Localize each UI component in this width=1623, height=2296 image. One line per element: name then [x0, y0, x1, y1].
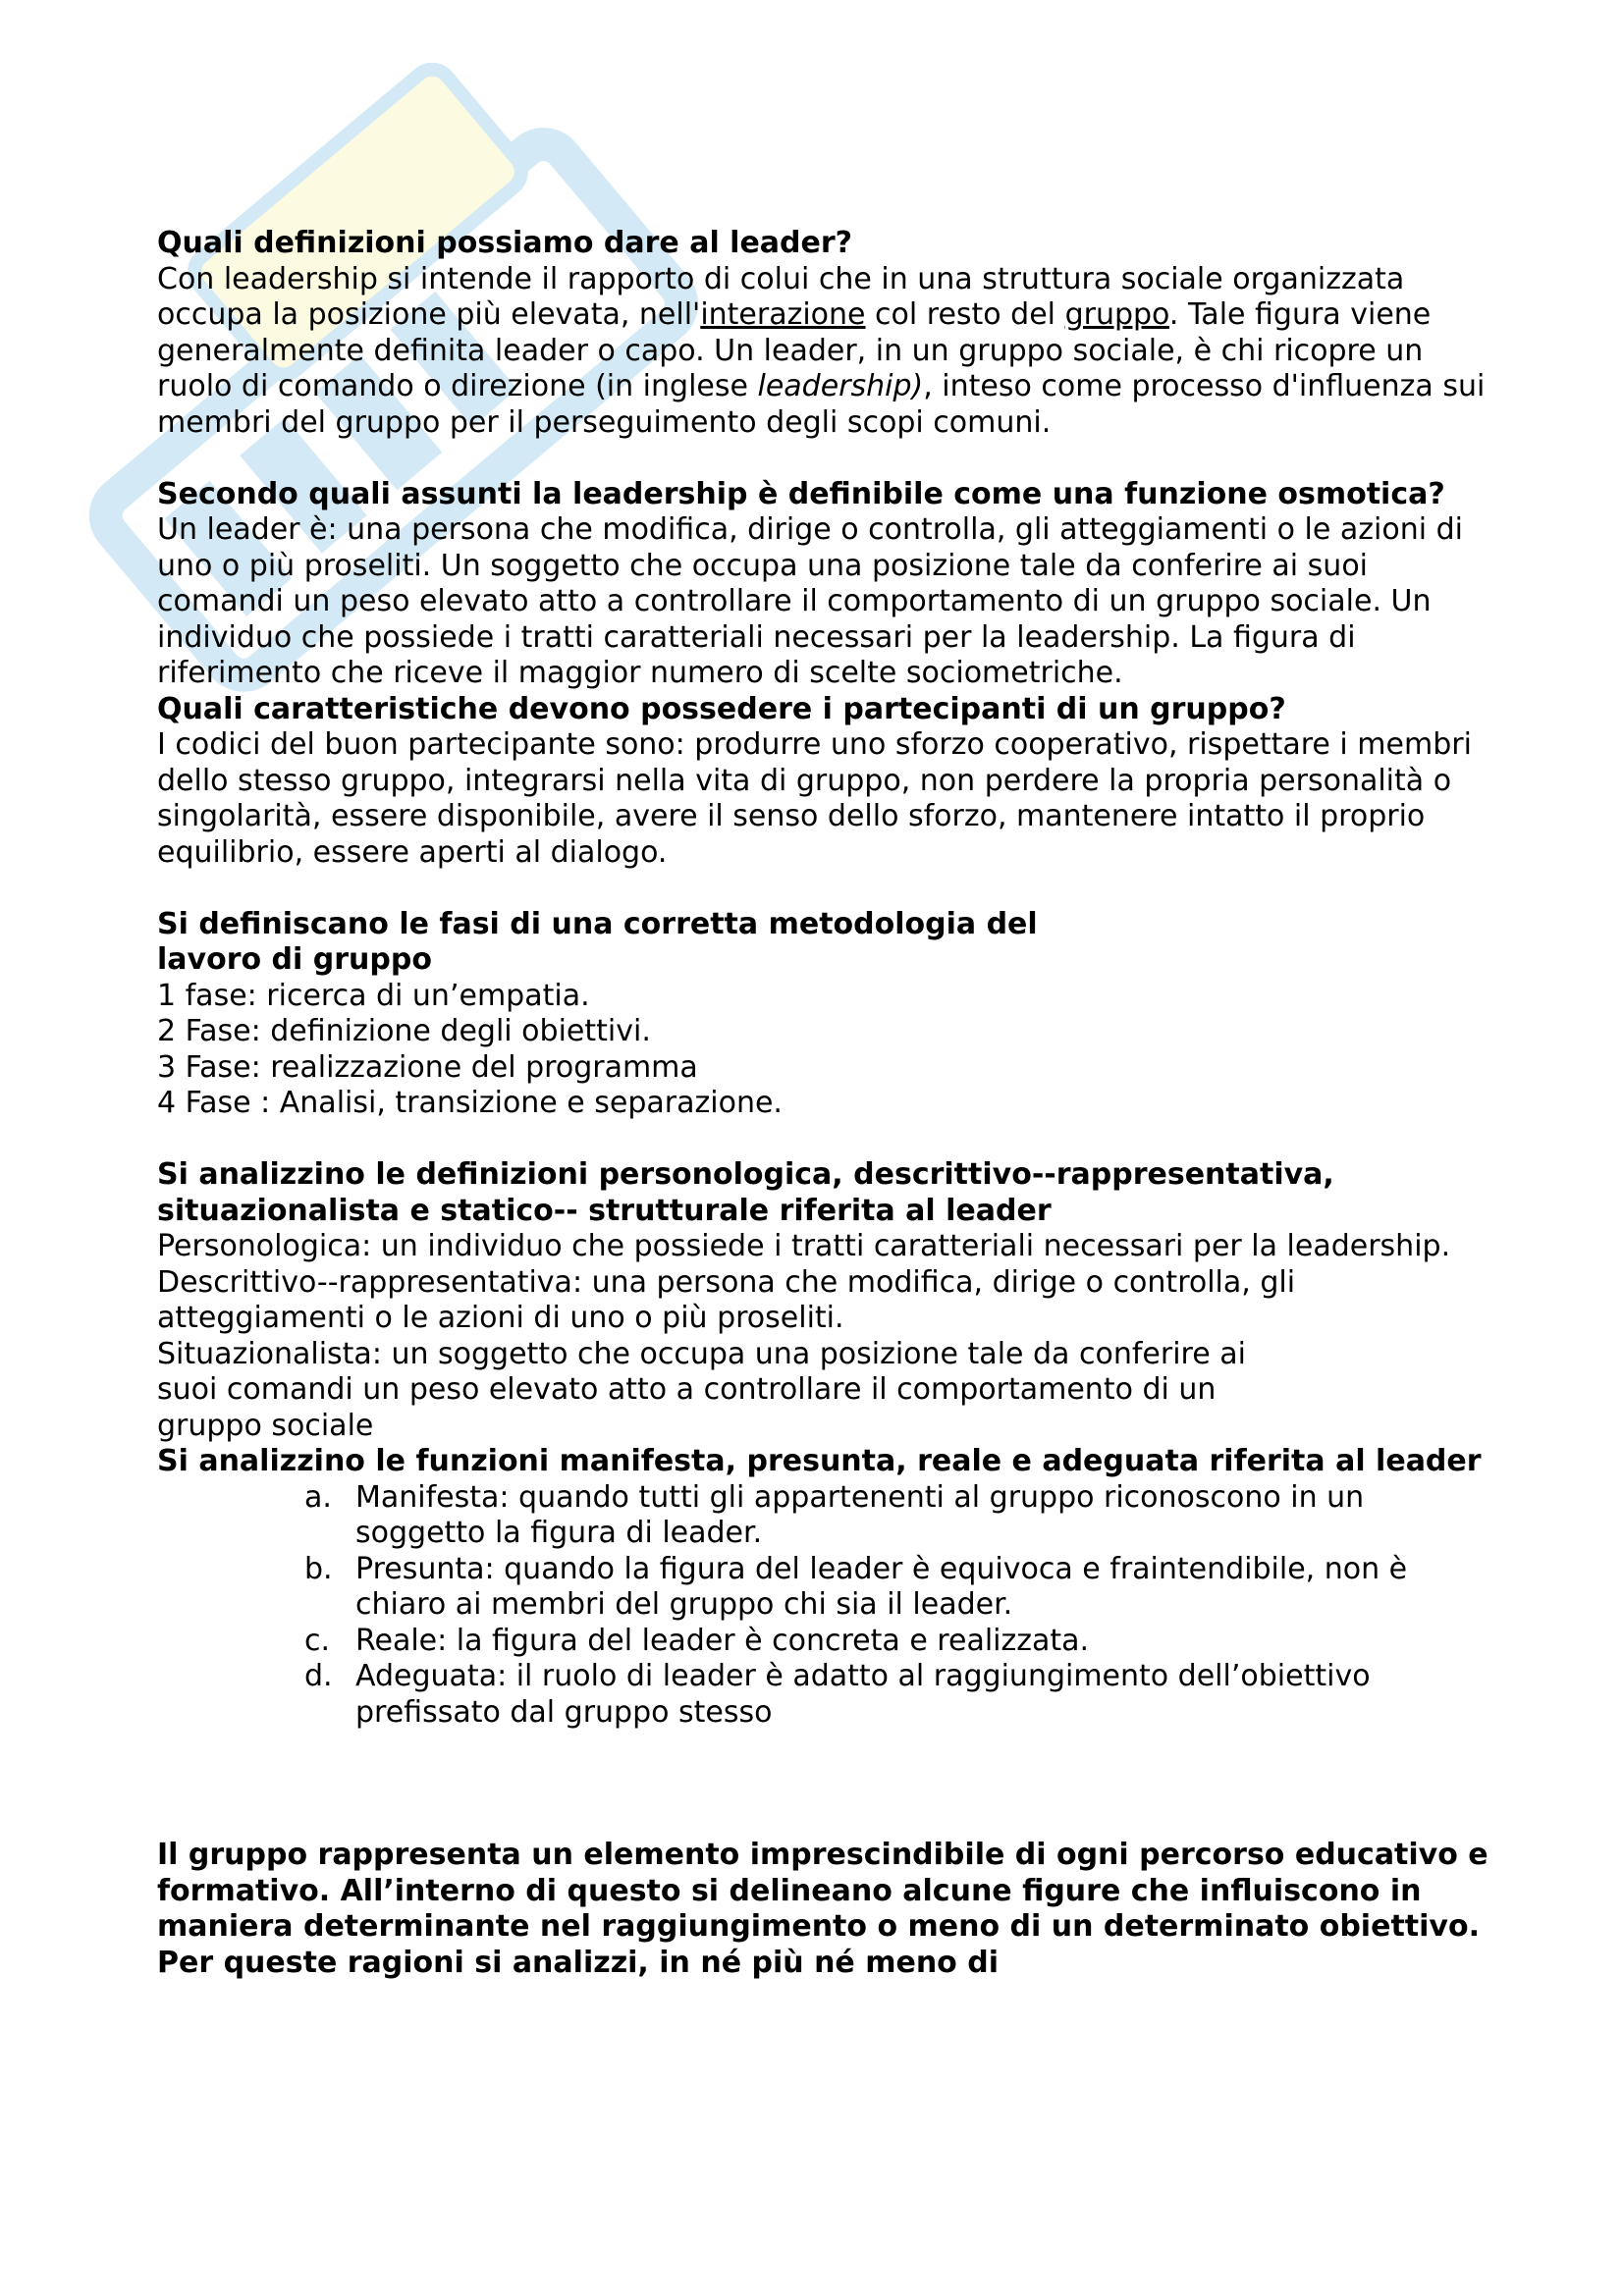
question-osmotic-function: Secondo quali assunti la leadership è definibile come una funzione osmotica?: [157, 476, 1445, 511]
question-group-work-phases-line1: Si definiscano le fasi di una corretta metodologia del: [157, 906, 1038, 941]
answer-leader-definitions: [157, 262, 1492, 442]
answer-participant-traits: I codici del buon partecipante sono: produrre uno sforzo cooperativo, rispettare i membri dello stesso gruppo, integrarsi nella vita di gruppo, non perdere la propria personalità o singolarità, essere disponibile, avere il senso dello sforzo, mantenere intatto il proprio equilibrio, essere aperti al dialogo.: [157, 727, 1472, 870]
list-item-text: Manifesta: quando tutti gli appartenenti al gruppo riconoscono in un soggetto la figura di leader.: [355, 1479, 1365, 1550]
definition-personologica: Personologica: un individuo che possiede i tratti caratteriali necessari per la leadership.: [157, 1229, 1451, 1263]
list-item: [304, 1659, 1492, 1731]
functions-list: [157, 1480, 1492, 1732]
phase-item: 4 Fase : Analisi, transizione e separazione.: [157, 1086, 783, 1120]
answer-text-part-d: , inteso come processo d'influenza sui membri del gruppo per il perseguimento degli scopi comuni.: [157, 369, 1486, 440]
definition-situazionalista: Situazionalista: un soggetto che occupa una posizione tale da conferire ai suoi comandi un peso elevato atto a controllare il comportamento di un gruppo sociale: [157, 1336, 1246, 1443]
list-item: [304, 1552, 1492, 1624]
list-item: [304, 1624, 1492, 1660]
question-group-role: Il gruppo rappresenta un elemento imprescindibile di ogni percorso educativo e formativo. All’interno di questo si delineano alcune figure che influiscono in maniera determinante nel raggiungimento o meno di un determinato obiettivo. Per queste ragioni si analizzi, in né più né meno di: [157, 1838, 1488, 1980]
link-gruppo[interactable]: gruppo: [1064, 297, 1169, 332]
question-participant-traits: Quali caratteristiche devono possedere i partecipanti di un gruppo?: [157, 691, 1286, 726]
list-item: [304, 1480, 1492, 1552]
definition-descrittivo: Descrittivo--rappresentativa: una persona che modifica, dirige o controlla, gli atteggiamenti o le azioni di uno o più proseliti.: [157, 1264, 1296, 1335]
question-leader-definitions-types-line1: Si analizzino le definizioni personologica, descrittivo--rappresentativa,: [157, 1157, 1334, 1192]
list-item-text: Presunta: quando la figura del leader è equivoca e fraintendibile, non è chiaro ai membri del gruppo chi sia il leader.: [355, 1551, 1408, 1622]
list-marker: a.: [304, 1479, 332, 1515]
phase-item: 3 Fase: realizzazione del programma: [157, 1049, 698, 1085]
question-leader-definitions-types-line2: situazionalista e statico-- strutturale riferita al leader: [157, 1193, 1052, 1228]
list-marker: b.: [304, 1551, 333, 1586]
spacer: [157, 1731, 1492, 1838]
phase-item: 2 Fase: definizione degli obiettivi.: [157, 1014, 651, 1048]
document-content: [157, 226, 1492, 1981]
italic-leadership: leadership): [757, 369, 924, 403]
list-item-text: Adeguata: il ruolo di leader è adatto al raggiungimento dell’obiettivo prefissato dal gruppo stesso: [355, 1659, 1371, 1730]
answer-osmotic-function: Un leader è: una persona che modifica, dirige o controlla, gli atteggiamenti o le azioni di uno o più proseliti. Un soggetto che occupa una posizione tale da conferire ai suoi comandi un peso elevato atto a controllare il comportamento di un gruppo sociale. Un individuo che possiede i tratti caratteriali necessari per la leadership. La figura di riferimento che riceve il maggior numero di scelte sociometriche.: [157, 512, 1463, 690]
question-leader-definitions: Quali definizioni possiamo dare al leader?: [157, 226, 853, 260]
answer-text-part-a: Con leadership si intende il rapporto di colui che in una struttura sociale organizzata occupa la posizione più elevata, nell': [157, 261, 1405, 332]
spacer: [157, 1122, 1492, 1158]
question-leader-functions: Si analizzino le funzioni manifesta, presunta, reale e adeguata riferita al leader: [157, 1444, 1482, 1478]
list-marker: d.: [304, 1659, 333, 1693]
spacer: [157, 871, 1492, 907]
spacer: [157, 441, 1492, 477]
link-interazione[interactable]: interazione: [700, 297, 866, 332]
answer-text-part-b: col resto del: [865, 297, 1065, 332]
list-marker: c.: [304, 1623, 331, 1658]
answer-text-part-c: . Tale figura viene generalmente definita leader o capo. Un leader, in un gruppo sociale, è chi ricopre un ruolo di comando o direzione (in inglese: [157, 297, 1432, 403]
question-group-work-phases-line2: lavoro di gruppo: [157, 942, 432, 977]
list-item-text: Reale: la figura del leader è concreta e realizzata.: [355, 1623, 1090, 1658]
phase-item: 1 fase: ricerca di un’empatia.: [157, 978, 590, 1013]
